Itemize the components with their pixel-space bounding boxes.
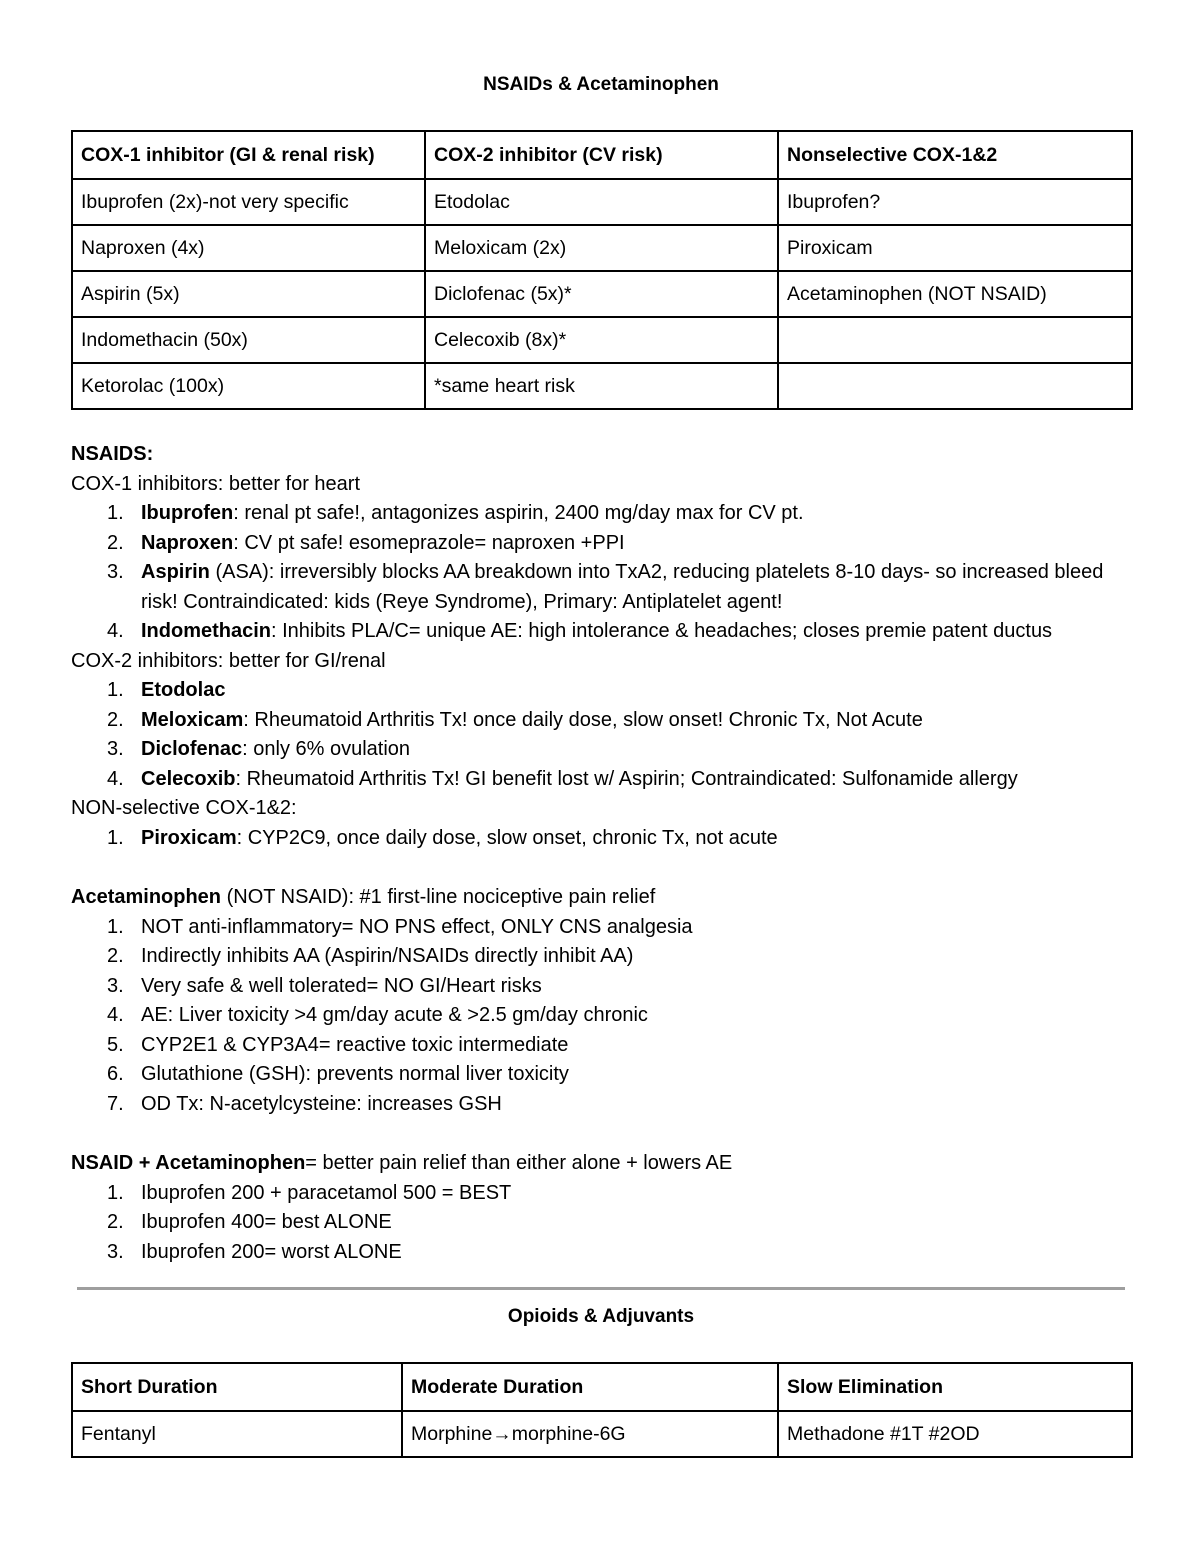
horizontal-divider	[77, 1287, 1125, 1290]
table-row	[72, 271, 1132, 317]
list-item: 2. Ibuprofen 400= best ALONE	[107, 1211, 392, 1233]
table-cell: Ibuprofen?	[778, 179, 1132, 225]
section-title-opioids: Opioids & Adjuvants	[507, 1306, 695, 1327]
list-item: 4. AE: Liver toxicity >4 gm/day acute & >2.5 gm/day chronic	[107, 1004, 648, 1026]
table-header-cell: COX-2 inhibitor (CV risk)	[425, 131, 778, 179]
acetaminophen-notes	[71, 883, 1131, 1119]
list-item: 1. Etodolac	[107, 679, 226, 701]
table-header-cell: COX-1 inhibitor (GI & renal risk)	[72, 131, 425, 179]
section-title-nsaids: NSAIDs & Acetaminophen	[483, 74, 719, 95]
combo-heading: NSAID + Acetaminophen= better pain relief than either alone + lowers AE	[71, 1152, 733, 1174]
table-cell	[778, 317, 1132, 363]
cox1-list	[71, 499, 1131, 647]
table-row	[72, 225, 1132, 271]
table-cell: Meloxicam (2x)	[425, 225, 778, 271]
list-item: 3. Aspirin (ASA): irreversibly blocks AA breakdown into TxA2, reducing platelets 8-10 days- so increased bleed risk! Contraindicated: kids (Reye Syndrome), Primary: Antiplatelet agent!	[107, 561, 1104, 613]
table-header-cell: Slow Elimination	[778, 1363, 1132, 1411]
table-cell: Ibuprofen (2x)-not very specific	[72, 179, 425, 225]
table-cell: Aspirin (5x)	[72, 271, 425, 317]
table-cell: Piroxicam	[778, 225, 1132, 271]
table-cell: *same heart risk	[425, 363, 778, 409]
table-cell: Celecoxib (8x)*	[425, 317, 778, 363]
table-header-row	[72, 131, 1132, 179]
table-cell: Indomethacin (50x)	[72, 317, 425, 363]
table-cell	[778, 363, 1132, 409]
list-item: 3. Diclofenac: only 6% ovulation	[107, 738, 411, 760]
table-cell: Acetaminophen (NOT NSAID)	[778, 271, 1132, 317]
table-cell: Morphine→morphine-6G	[402, 1411, 778, 1457]
list-item: 3. Very safe & well tolerated= NO GI/Heart risks	[107, 974, 542, 997]
combo-list	[71, 1179, 1131, 1268]
cox-table	[71, 130, 1133, 410]
nonselective-list	[71, 824, 1131, 854]
nsaids-notes	[71, 440, 1131, 853]
cox2-label: COX-2 inhibitors: better for GI/renal	[71, 649, 386, 672]
acetaminophen-list	[71, 913, 1131, 1120]
table-header-row	[72, 1363, 1132, 1411]
table-row	[72, 363, 1132, 409]
opioid-table	[71, 1362, 1133, 1458]
table-cell: Naproxen (4x)	[72, 225, 425, 271]
table-cell: Ketorolac (100x)	[72, 363, 425, 409]
list-item: 7. OD Tx: N-acetylcysteine: increases GSH	[107, 1092, 502, 1115]
table-cell: Etodolac	[425, 179, 778, 225]
list-item: 3. Ibuprofen 200= worst ALONE	[107, 1240, 402, 1263]
table-header-cell: Moderate Duration	[402, 1363, 778, 1411]
nsaids-heading: NSAIDS:	[71, 443, 154, 465]
table-row	[72, 1411, 1132, 1457]
combo-notes	[71, 1149, 1131, 1267]
table-header-cell: Short Duration	[72, 1363, 402, 1411]
table-cell: Fentanyl	[72, 1411, 402, 1457]
list-item: 5. CYP2E1 & CYP3A4= reactive toxic intermediate	[107, 1033, 569, 1056]
list-item: 6. Glutathione (GSH): prevents normal liver toxicity	[107, 1063, 569, 1085]
cox2-list	[71, 676, 1131, 794]
list-item: 2. Meloxicam: Rheumatoid Arthritis Tx! once daily dose, slow onset! Chronic Tx, Not Acute	[107, 708, 923, 731]
list-item: 1. Ibuprofen: renal pt safe!, antagonizes aspirin, 2400 mg/day max for CV pt.	[107, 502, 804, 524]
cox1-label: COX-1 inhibitors: better for heart	[71, 472, 361, 495]
table-row	[72, 179, 1132, 225]
list-item: 2. Indirectly inhibits AA (Aspirin/NSAIDs directly inhibit AA)	[107, 945, 634, 967]
nonselective-label: NON-selective COX-1&2:	[71, 797, 297, 819]
list-item: 1. Piroxicam: CYP2C9, once daily dose, slow onset, chronic Tx, not acute	[107, 826, 778, 849]
table-row	[72, 317, 1132, 363]
list-item: 1. NOT anti-inflammatory= NO PNS effect, ONLY CNS analgesia	[107, 915, 693, 938]
list-item: 4. Indomethacin: Inhibits PLA/C= unique AE: high intolerance & headaches; closes premie patent ductus	[107, 620, 1053, 642]
list-item: 2. Naproxen: CV pt safe! esomeprazole= naproxen +PPI	[107, 531, 625, 554]
acetaminophen-heading: Acetaminophen (NOT NSAID): #1 first-line nociceptive pain relief	[71, 886, 656, 908]
list-item: 1. Ibuprofen 200 + paracetamol 500 = BEST	[107, 1181, 512, 1204]
table-header-cell: Nonselective COX-1&2	[778, 131, 1132, 179]
list-item: 4. Celecoxib: Rheumatoid Arthritis Tx! GI benefit lost w/ Aspirin; Contraindicated: Sulfonamide allergy	[107, 767, 1018, 790]
table-cell: Diclofenac (5x)*	[425, 271, 778, 317]
document-content	[71, 70, 1131, 1458]
table-cell: Methadone #1T #2OD	[778, 1411, 1132, 1457]
